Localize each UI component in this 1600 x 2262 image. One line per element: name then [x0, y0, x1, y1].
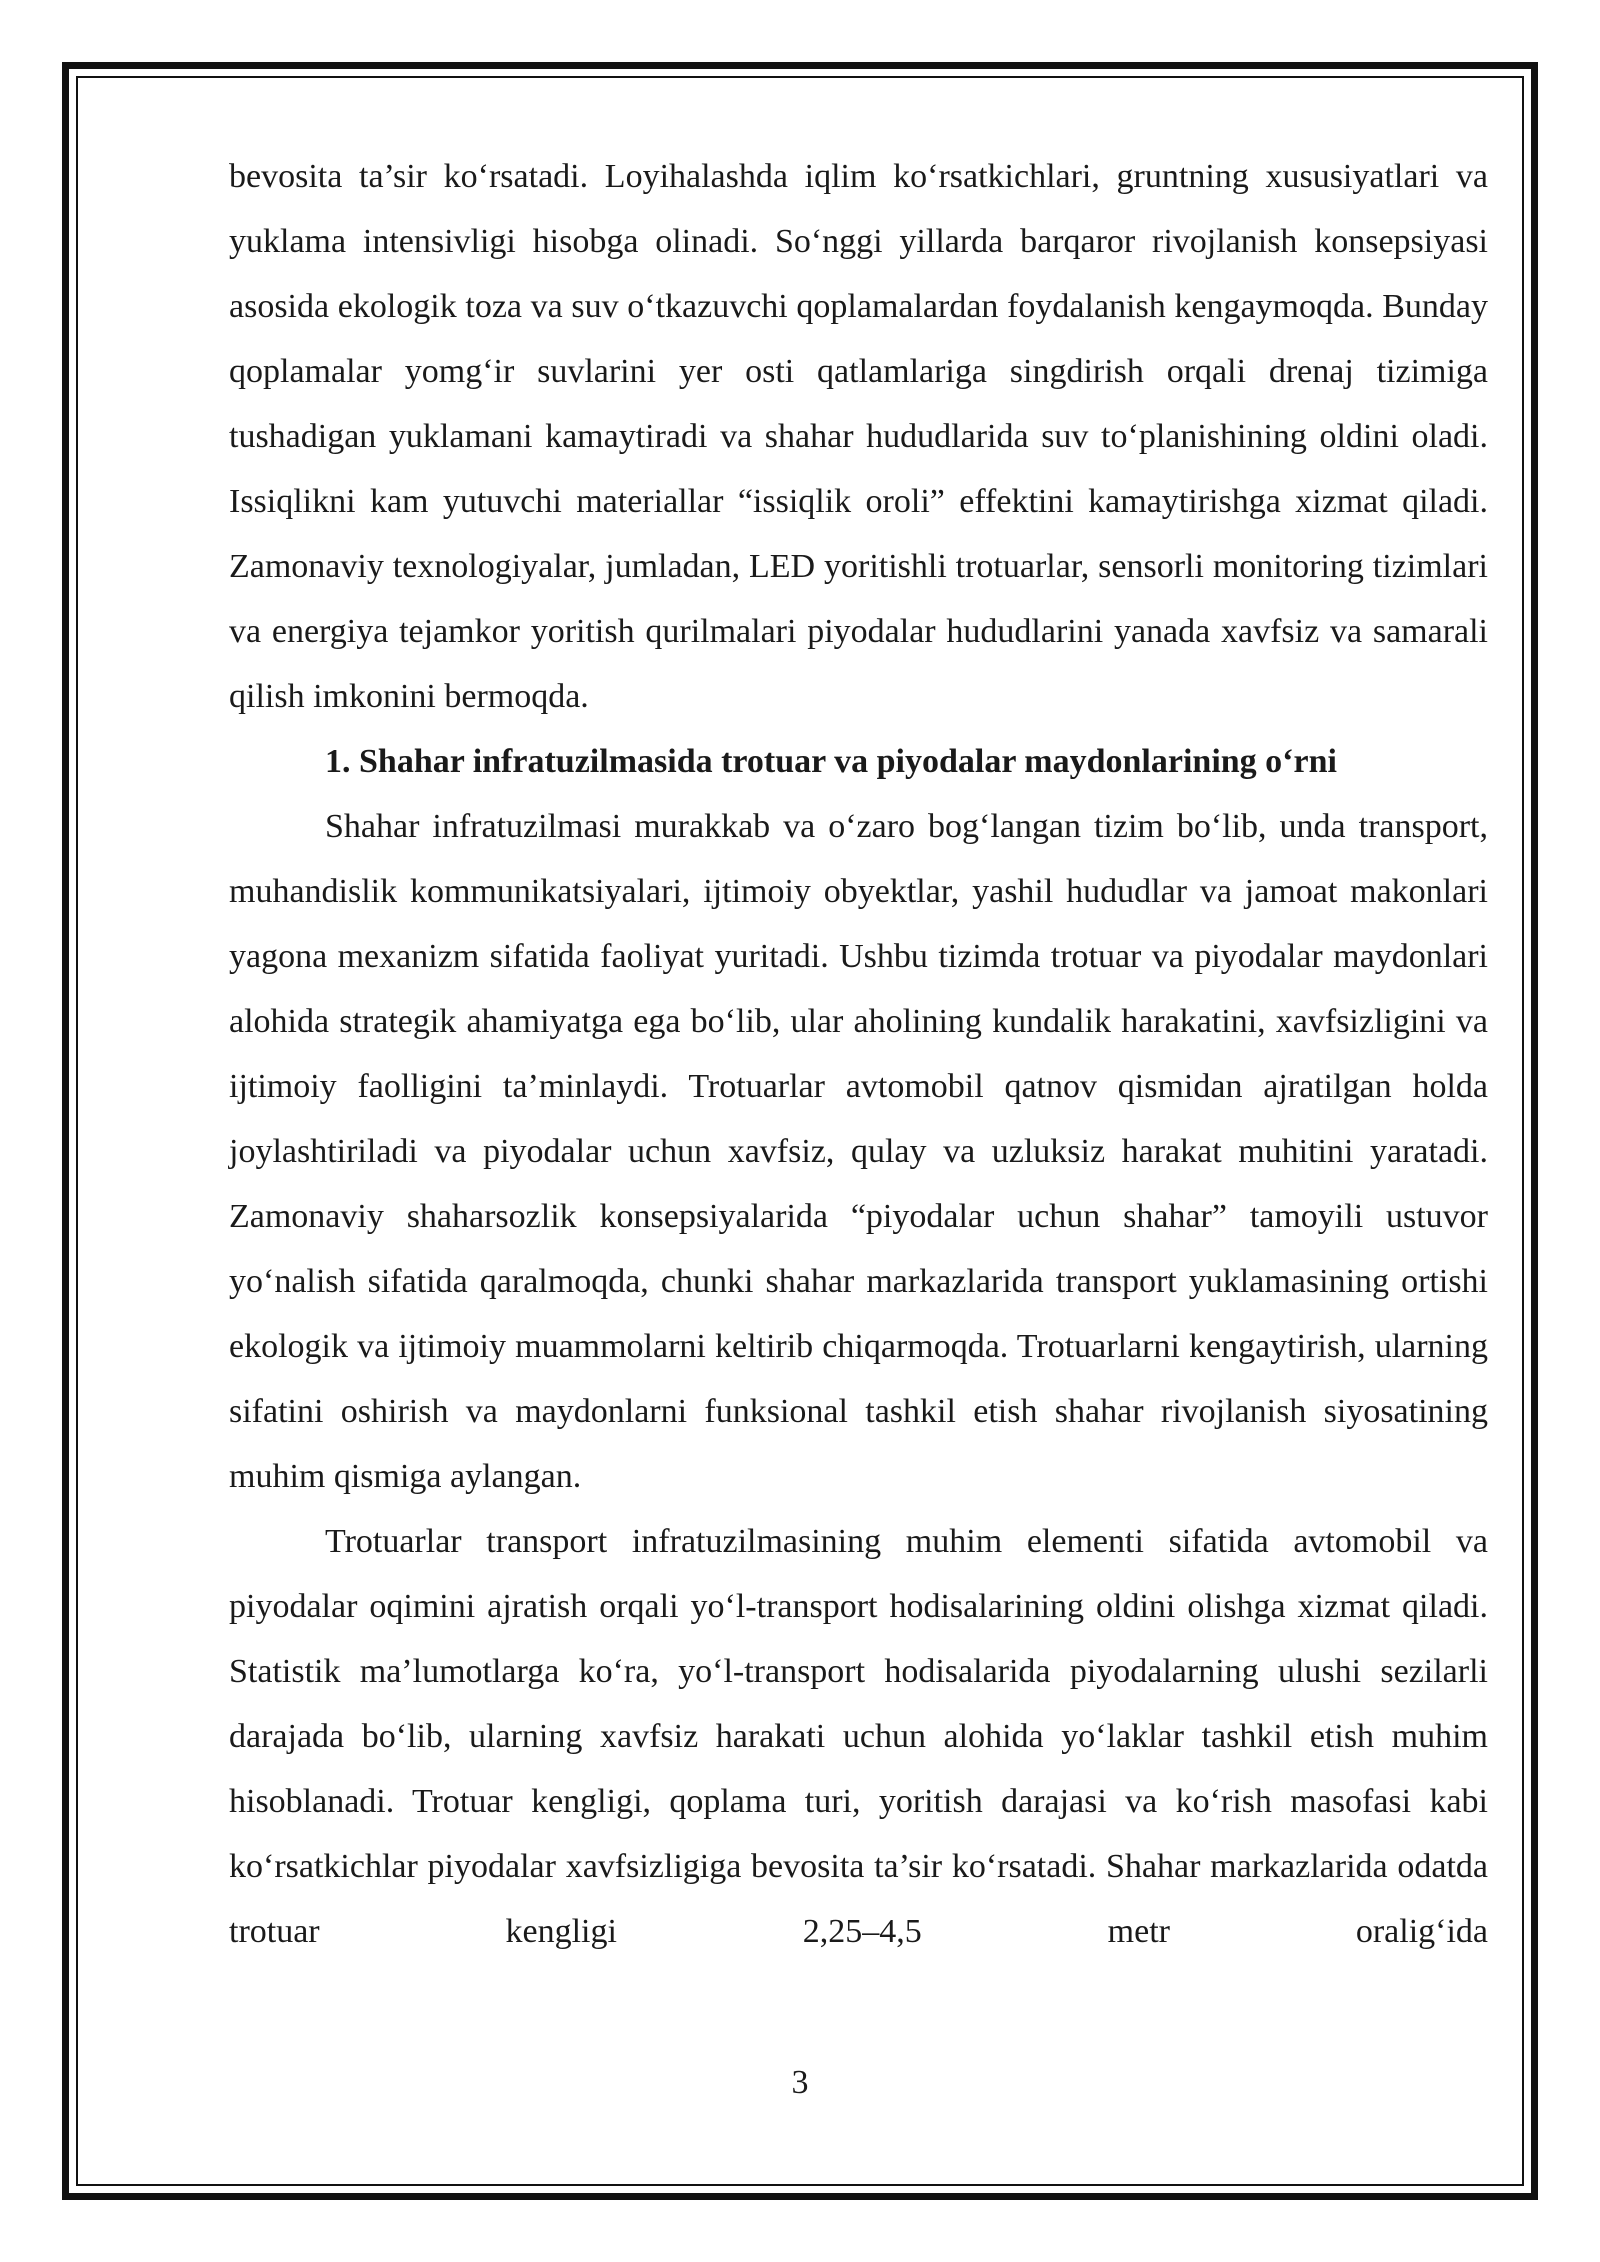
page-number: 3	[791, 2064, 809, 2101]
paragraph-2: Trotuarlar transport infratuzilmasining muhim elementi sifatida avtomobil va piyodalar oqimini ajratish orqali yo‘l-transport hodisalarining oldini olishga xizmat qiladi. Statistik ma’lumotlarga ko‘ra, yo‘l-transport hodisalarida piyodalarning ulushi sezilarli darajada bo‘lib, ularning xavfsiz harakati uchun alohida yo‘laklar tashkil etish muhim hisoblanadi. Trotuar kengligi, qoplama turi, yoritish darajasi va ko‘rish masofasi kabi ko‘rsatkichlar piyodalar xavfsizligiga bevosita ta’sir ko‘rsatadi. Shahar markazlarida odatda trotuar kengligi 2,25–4,5 metr oralig‘ida	[229, 1523, 1488, 1950]
paragraph-continued: bevosita ta’sir ko‘rsatadi. Loyihalashda iqlim ko‘rsatkichlari, gruntning xususiyatlari va yuklama intensivligi hisobga olinadi. So‘nggi yillarda barqaror rivojlanish konsepsiyasi asosida ekologik toza va suv o‘tkazuvchi qoplamalardan foydalanish kengaymoqda. Bunday qoplamalar yomg‘ir suvlarini yer osti qatlamlariga singdirish orqali drenaj tizimiga tushadigan yuklamani kamaytiradi va shahar hududlarida suv to‘planishining oldini oladi. Issiqlikni kam yutuvchi materiallar “issiqlik oroli” effektini kamaytirishga xizmat qiladi. Zamonaviy texnologiyalar, jumladan, LED yoritishli trotuarlar, sensorli monitoring tizimlari va energiya tejamkor yoritish qurilmalari piyodalar hududlarini yanada xavfsiz va samarali qilish imkonini bermoqda.	[229, 158, 1488, 715]
page-body	[229, 144, 1488, 1964]
section-heading: 1. Shahar infratuzilmasida trotuar va piyodalar maydonlarining o‘rni	[325, 743, 1337, 780]
paragraph-1: Shahar infratuzilmasi murakkab va o‘zaro bog‘langan tizim bo‘lib, unda transport, muhandislik kommunikatsiyalari, ijtimoiy obyektlar, yashil hududlar va jamoat makonlari yagona mexanizm sifatida faoliyat yuritadi. Ushbu tizimda trotuar va piyodalar maydonlari alohida strategik ahamiyatga ega bo‘lib, ular aholining kundalik harakatini, xavfsizligini va ijtimoiy faolligini ta’minlaydi. Trotuarlar avtomobil qatnov qismidan ajratilgan holda joylashtiriladi va piyodalar uchun xavfsiz, qulay va uzluksiz harakat muhitini yaratadi. Zamonaviy shaharsozlik konsepsiyalarida “piyodalar uchun shahar” tamoyili ustuvor yo‘nalish sifatida qaralmoqda, chunki shahar markazlarida transport yuklamasining ortishi ekologik va ijtimoiy muammolarni keltirib chiqarmoqda. Trotuarlarni kengaytirish, ularning sifatini oshirish va maydonlarni funksional tashkil etish shahar rivojlanish siyosatining muhim qismiga aylangan.	[229, 808, 1488, 1495]
